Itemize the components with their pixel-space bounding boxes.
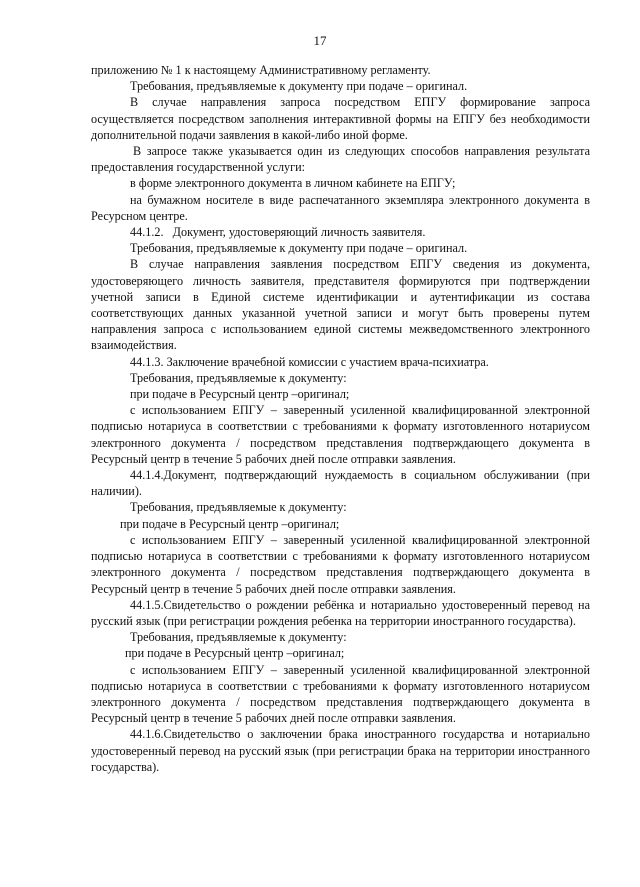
paragraph: приложению № 1 к настоящему Административному регламенту. (91, 63, 431, 77)
paragraph: с использованием ЕПГУ – заверенный усиленной квалифицированной электронной подписью нотариуса в соответствии с требованиями к формату изготовленного нотариусом электронного документа / посредством представления подтверждающего документа в Ресурсный центр в течение 5 рабочих дней после отправки заявления. (91, 662, 590, 726)
paragraph: на бумажном носителе в виде распечатанного экземпляра электронного документа в Ресурсном центре. (91, 192, 590, 223)
paragraph: В случае направления запроса посредством ЕПГУ формирование запроса осуществляется посредством заполнения интерактивной формы на ЕПГУ без необходимости дополнительной подачи заявления в какой-либо иной форме. (91, 95, 590, 142)
paragraph: с использованием ЕПГУ – заверенный усиленной квалифицированной электронной подписью нотариуса в соответствии с требованиями к формату изготовленного нотариусом электронного документа / посредством представления подтверждающего документа в Ресурсный центр в течение 5 рабочих дней после отправки заявления. (91, 403, 590, 466)
paragraph: Требования, предъявляемые к документу: (130, 500, 347, 515)
paragraph: Требования, предъявляемые к документу: (130, 630, 347, 645)
paragraph: при подаче в Ресурсный центр –оригинал; (125, 646, 345, 661)
paragraph: Требования, предъявляемые к документу: (130, 370, 347, 385)
paragraph: с использованием ЕПГУ – заверенный усиленной квалифицированной электронной подписью нотариуса в соответствии с требованиями к формату изготовленного нотариусом электронного документа / посредством представления подтверждающего документа в Ресурсный центр в течение 5 рабочих дней после отправки заявления. (91, 532, 590, 596)
section-heading: 44.1.5.Свидетельство о рождении ребёнка и нотариально удостоверенный перевод на русский язык (при регистрации рождения ребенка на территории иностранного государства). (91, 597, 590, 628)
section-heading: 44.1.2. Документ, удостоверяющий личность заявителя. (130, 225, 426, 240)
section-heading: 44.1.3. Заключение врачебной комиссии с участием врача-психиатра. (130, 354, 489, 369)
section-heading: 44.1.4.Документ, подтверждающий нуждаемость в социальном обслуживании (при наличии). (91, 468, 590, 499)
paragraph: при подаче в Ресурсный центр –оригинал; (130, 387, 350, 402)
paragraph: при подаче в Ресурсный центр –оригинал; (120, 516, 340, 531)
paragraph: в форме электронного документа в личном кабинете на ЕПГУ; (130, 176, 456, 191)
document-body (91, 62, 590, 775)
section-heading: 44.1.6.Свидетельство о заключении брака иностранного государства и нотариально удостоверенный перевод на русский язык (при регистрации брака на территории иностранного государства). (91, 727, 590, 774)
paragraph: В случае направления заявления посредством ЕПГУ сведения из документа, удостоверяющего личность заявителя, представителя формируются при подтверждении учетной записи в Единой системе идентификации и аутентификации из состава соответствующих данных указанной учетной записи и могут быть проверены путем направления запроса с использованием единой системы межведомственного электронного взаимодействия. (91, 257, 590, 353)
paragraph: В запросе также указывается один из следующих способов направления результата предоставления государственной услуги: (91, 144, 590, 175)
page-number: 17 (313, 33, 327, 48)
paragraph: Требования, предъявляемые к документу при подаче – оригинал. (130, 241, 468, 256)
paragraph: Требования, предъявляемые к документу при подаче – оригинал. (130, 79, 468, 94)
